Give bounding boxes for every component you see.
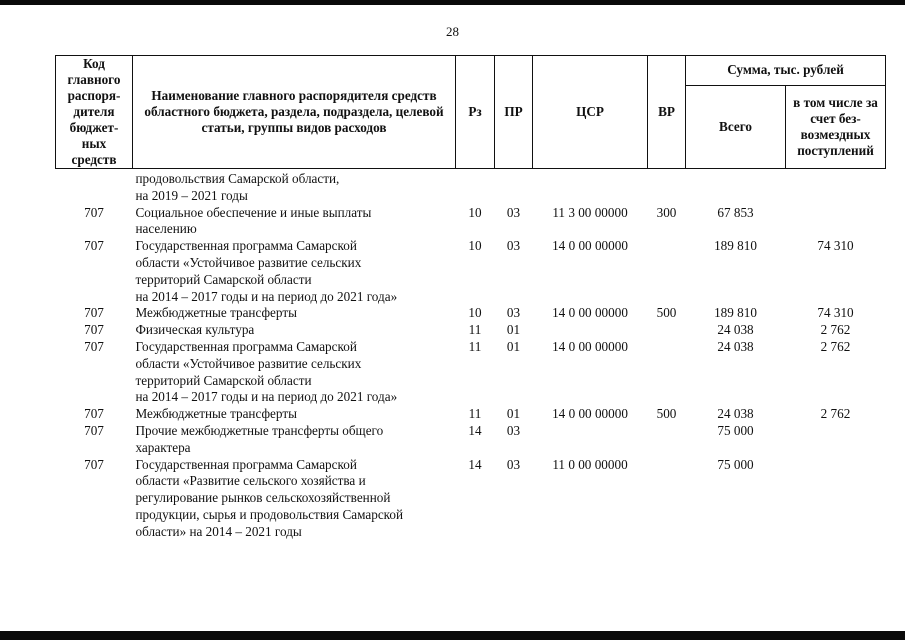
cell-name: Государственная программа Самарской области «Устойчивое развитие сельских территорий Самарской области на 2014 – 2017 годы и на период до 2021 года» [135,338,398,405]
table-row [56,322,886,339]
table-row [56,457,886,541]
cell-free: 74 310 [817,305,854,321]
header-code: Код главного распоря-дителя бюджет-ных средств [56,56,133,169]
cell-total [686,169,786,205]
cell-name: Государственная программа Самарской области «Устойчивое развитие сельских территорий Самарской области на 2014 – 2017 годы и на период до 2021 года» [135,238,398,304]
cell-vr: 500 [656,406,677,422]
cell-code [56,169,133,205]
cell-pr: 01 [506,322,521,338]
cell-code: 707 [84,204,104,220]
cell-pr: 03 [506,204,521,220]
cell-pr: 03 [506,238,521,254]
cell-vr [648,169,686,205]
table-row [56,238,886,305]
cell-total: 75 000 [717,422,754,438]
cell-rz: 11 [468,406,482,422]
header-name: Наименование главного распорядителя средств областного бюджета, раздела, подраздела, целевой статьи, группы видов расходов [133,56,456,169]
header-pr: ПР [495,56,533,169]
cell-free: 2 762 [820,322,851,338]
budget-table [55,55,886,541]
budget-sheet [55,55,885,541]
cell-total: 67 853 [717,204,754,220]
cell-code: 707 [84,305,104,321]
header-free: в том числе за счет без-возмездных поступлений [786,85,886,168]
cell-csr [533,423,648,457]
cell-rz: 10 [468,204,482,220]
cell-csr: 14 0 00 00000 [552,406,628,422]
cell-pr: 03 [506,456,521,472]
cell-vr [648,423,686,457]
cell-total: 24 038 [717,322,754,338]
header-sum: Сумма, тыс. рублей [686,56,886,86]
cell-name: Государственная программа Самарской области «Развитие сельского хозяйства и регулирование рынков сельскохозяйственной продукции, сырья и продовольствия Самарской области» на 2014 – 2021 годы [135,456,404,539]
cell-rz: 11 [468,338,482,354]
cell-free: 2 762 [820,406,851,422]
cell-name: Межбюджетные трансферты [135,305,297,321]
cell-name: Социальное обеспечение и иные выплаты населению [135,204,372,237]
cell-free: 2 762 [820,338,851,354]
cell-name: Межбюджетные трансферты [135,406,297,422]
table-row [56,169,886,205]
header-total: Всего [686,85,786,168]
cell-pr: 03 [506,305,521,321]
cell-total: 24 038 [717,338,754,354]
cell-free: 74 310 [817,238,854,254]
table-row [56,406,886,423]
cell-rz: 11 [468,322,482,338]
cell-vr [648,238,686,305]
cell-pr: 01 [506,406,521,422]
cell-rz: 10 [468,305,482,321]
table-row [56,305,886,322]
header-vr: ВР [648,56,686,169]
cell-code: 707 [84,456,104,472]
cell-free [786,205,886,239]
cell-csr: 14 0 00 00000 [552,238,628,254]
cell-code: 707 [84,338,104,354]
cell-csr: 14 0 00 00000 [552,305,628,321]
cell-code: 707 [84,422,104,438]
cell-code: 707 [84,238,104,254]
cell-free [786,169,886,205]
cell-code: 707 [84,406,104,422]
cell-rz [456,169,495,205]
cell-name: Физическая культура [135,322,255,338]
table-header [56,56,886,169]
table-row [56,205,886,239]
cell-vr [648,339,686,406]
cell-csr [533,169,648,205]
cell-vr: 300 [656,204,677,220]
page-number: 28 [446,24,459,39]
cell-rz: 14 [468,456,482,472]
cell-total: 75 000 [717,456,754,472]
cell-free [786,423,886,457]
cell-total: 189 810 [714,305,757,321]
cell-vr: 500 [656,305,677,321]
header-csr: ЦСР [533,56,648,169]
table-row [56,423,886,457]
cell-pr [495,169,533,205]
table-body [56,169,886,541]
cell-pr: 03 [506,422,521,438]
cell-vr [648,457,686,541]
cell-rz: 14 [468,422,482,438]
cell-name: Прочие межбюджетные трансферты общего характера [135,422,384,455]
cell-csr [533,322,648,339]
header-rz: Рз [456,56,495,169]
cell-rz: 10 [468,238,482,254]
cell-free [786,457,886,541]
table-row [56,339,886,406]
cell-vr [648,322,686,339]
cell-pr: 01 [506,338,521,354]
cell-total: 24 038 [717,406,754,422]
cell-name: продовольствия Самарской области, на 2019 – 2021 годы [135,171,340,203]
cell-csr: 11 0 00 00000 [552,456,628,472]
scan-edge-bottom [0,631,905,640]
cell-csr: 11 3 00 00000 [552,204,628,220]
cell-csr: 14 0 00 00000 [552,338,628,354]
cell-total: 189 810 [714,238,757,254]
cell-code: 707 [84,322,104,338]
scan-edge-top [0,0,905,5]
